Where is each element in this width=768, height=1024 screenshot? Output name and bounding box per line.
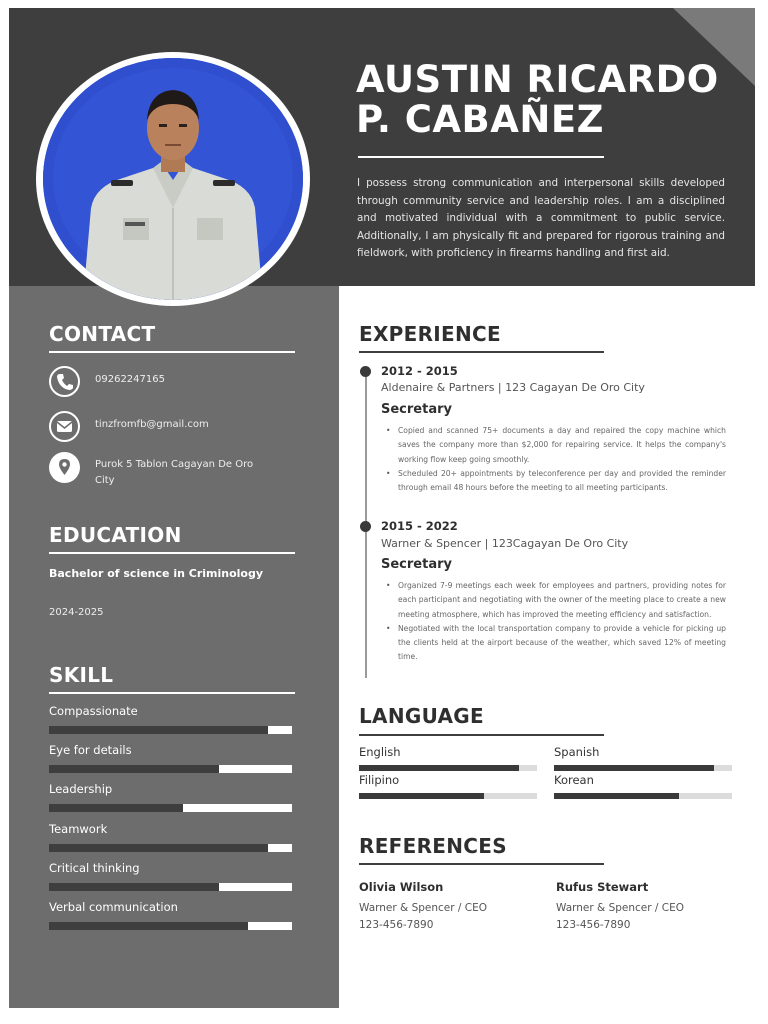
candidate-name: [356, 60, 736, 140]
skill-bar: [49, 844, 292, 852]
reference-name: Rufus Stewart: [556, 880, 649, 894]
job-company: Aldenaire & Partners | 123 Cagayan De Oro City: [381, 381, 645, 394]
language-bar: [554, 765, 732, 771]
experience-heading: EXPERIENCE: [359, 322, 501, 346]
job-bullet: • Copied and scanned 75+ documents a day and repaired the copy machine which saves the company more than $2,000 for repairing service. It helps the company's working flow keep going smoothly.: [386, 424, 726, 467]
contact-address: Purok 5 Tablon Cagayan De Oro City: [95, 459, 254, 486]
skill-label: Critical thinking: [49, 860, 140, 875]
education-years: 2024-2025: [49, 607, 104, 618]
references-divider: [359, 863, 604, 865]
reference-title: Warner & Spencer / CEO: [556, 902, 685, 914]
language-label: Spanish: [554, 745, 600, 759]
language-bar-fill: [359, 793, 484, 799]
email-icon: [49, 411, 80, 442]
skill-bar-fill: [49, 844, 268, 852]
job-years: 2015 - 2022: [381, 519, 458, 533]
contact-heading: CONTACT: [49, 322, 156, 346]
contact-email: tinzfromfb@gmail.com: [95, 419, 209, 430]
skill-heading: SKILL: [49, 663, 114, 687]
profile-summary: I possess strong communication and interpersonal skills developed through community service and leadership roles. I am a disciplined and motivated individual with a commitment to public service. Additionally, I am physically fit and prepared for rigorous training and fieldwork, with proficiency in firearms handling and first aid.: [357, 177, 725, 260]
job-company: Warner & Spencer | 123Cagayan De Oro City: [381, 537, 629, 550]
skill-label: Eye for details: [49, 743, 132, 758]
reference-title: Warner & Spencer / CEO: [359, 902, 488, 914]
skill-label: Verbal communication: [49, 900, 178, 914]
skill-bar-fill: [49, 765, 219, 773]
job-role: Secretary: [381, 402, 452, 417]
reference-name: Olivia Wilson: [359, 880, 444, 894]
reference-phone: 123-456-7890: [359, 919, 434, 931]
phone-icon: [49, 366, 80, 397]
name-line-2: P. CABAÑEZ: [356, 98, 604, 141]
skill-bar-fill: [49, 726, 268, 734]
timeline-dot: [360, 366, 371, 377]
timeline-dot: [360, 521, 371, 532]
references-heading: REFERENCES: [359, 834, 507, 858]
language-bar-fill: [554, 793, 679, 799]
profile-photo: [43, 58, 303, 300]
education-divider: [49, 552, 295, 554]
experience-divider: [359, 351, 604, 353]
person-illustration: [43, 58, 303, 300]
education-heading: EDUCATION: [49, 523, 182, 547]
skill-bar-fill: [49, 883, 219, 891]
contact-divider: [49, 351, 295, 353]
language-bar: [554, 793, 732, 799]
job-bullet: • Negotiated with the local transportation company to provide a vehicle for picking up the clients held at the airport because of the weather, which saved 12% of meeting time.: [386, 622, 726, 665]
language-bar-fill: [359, 765, 519, 771]
language-label: English: [359, 745, 401, 759]
skill-bar: [49, 726, 292, 734]
contact-phone: 09262247165: [95, 374, 165, 385]
job-bullet: • Organized 7-9 meetings each week for employees and partners, providing notes for each participant and negotiating with the owner of the meeting place to create a new meeting atmosphere, which has improved the meeting efficiency and satisfaction.: [386, 579, 726, 622]
skill-bar-fill: [49, 922, 248, 930]
skill-label: Teamwork: [49, 821, 108, 836]
skill-bar: [49, 804, 292, 812]
language-divider: [359, 734, 604, 736]
language-label: Filipino: [359, 773, 400, 787]
skill-divider: [49, 692, 295, 694]
skill-bar-fill: [49, 804, 183, 812]
language-label: Korean: [554, 773, 594, 787]
job-bullets: [386, 579, 726, 665]
skill-label: Compassionate: [49, 704, 138, 718]
language-bar: [359, 793, 537, 799]
job-role: Secretary: [381, 557, 452, 572]
skill-bar: [49, 922, 292, 930]
job-years: 2012 - 2015: [381, 364, 458, 378]
language-bar: [359, 765, 537, 771]
skill-label: Leadership: [49, 782, 113, 797]
reference-phone: 123-456-7890: [556, 919, 631, 931]
name-line-1: AUSTIN RICARDO: [356, 58, 719, 101]
job-bullet: • Scheduled 20+ appointments by teleconference per day and provided the reminder through email 48 hours before the meeting to all meeting participants.: [386, 467, 726, 496]
skill-bar: [49, 883, 292, 891]
location-pin-icon: [49, 452, 80, 483]
language-heading: LANGUAGE: [359, 704, 484, 728]
language-bar-fill: [554, 765, 714, 771]
job-bullets: [386, 424, 726, 495]
skill-bar: [49, 765, 292, 773]
name-divider: [358, 156, 604, 158]
education-degree: Bachelor of science in Criminology: [49, 567, 264, 580]
